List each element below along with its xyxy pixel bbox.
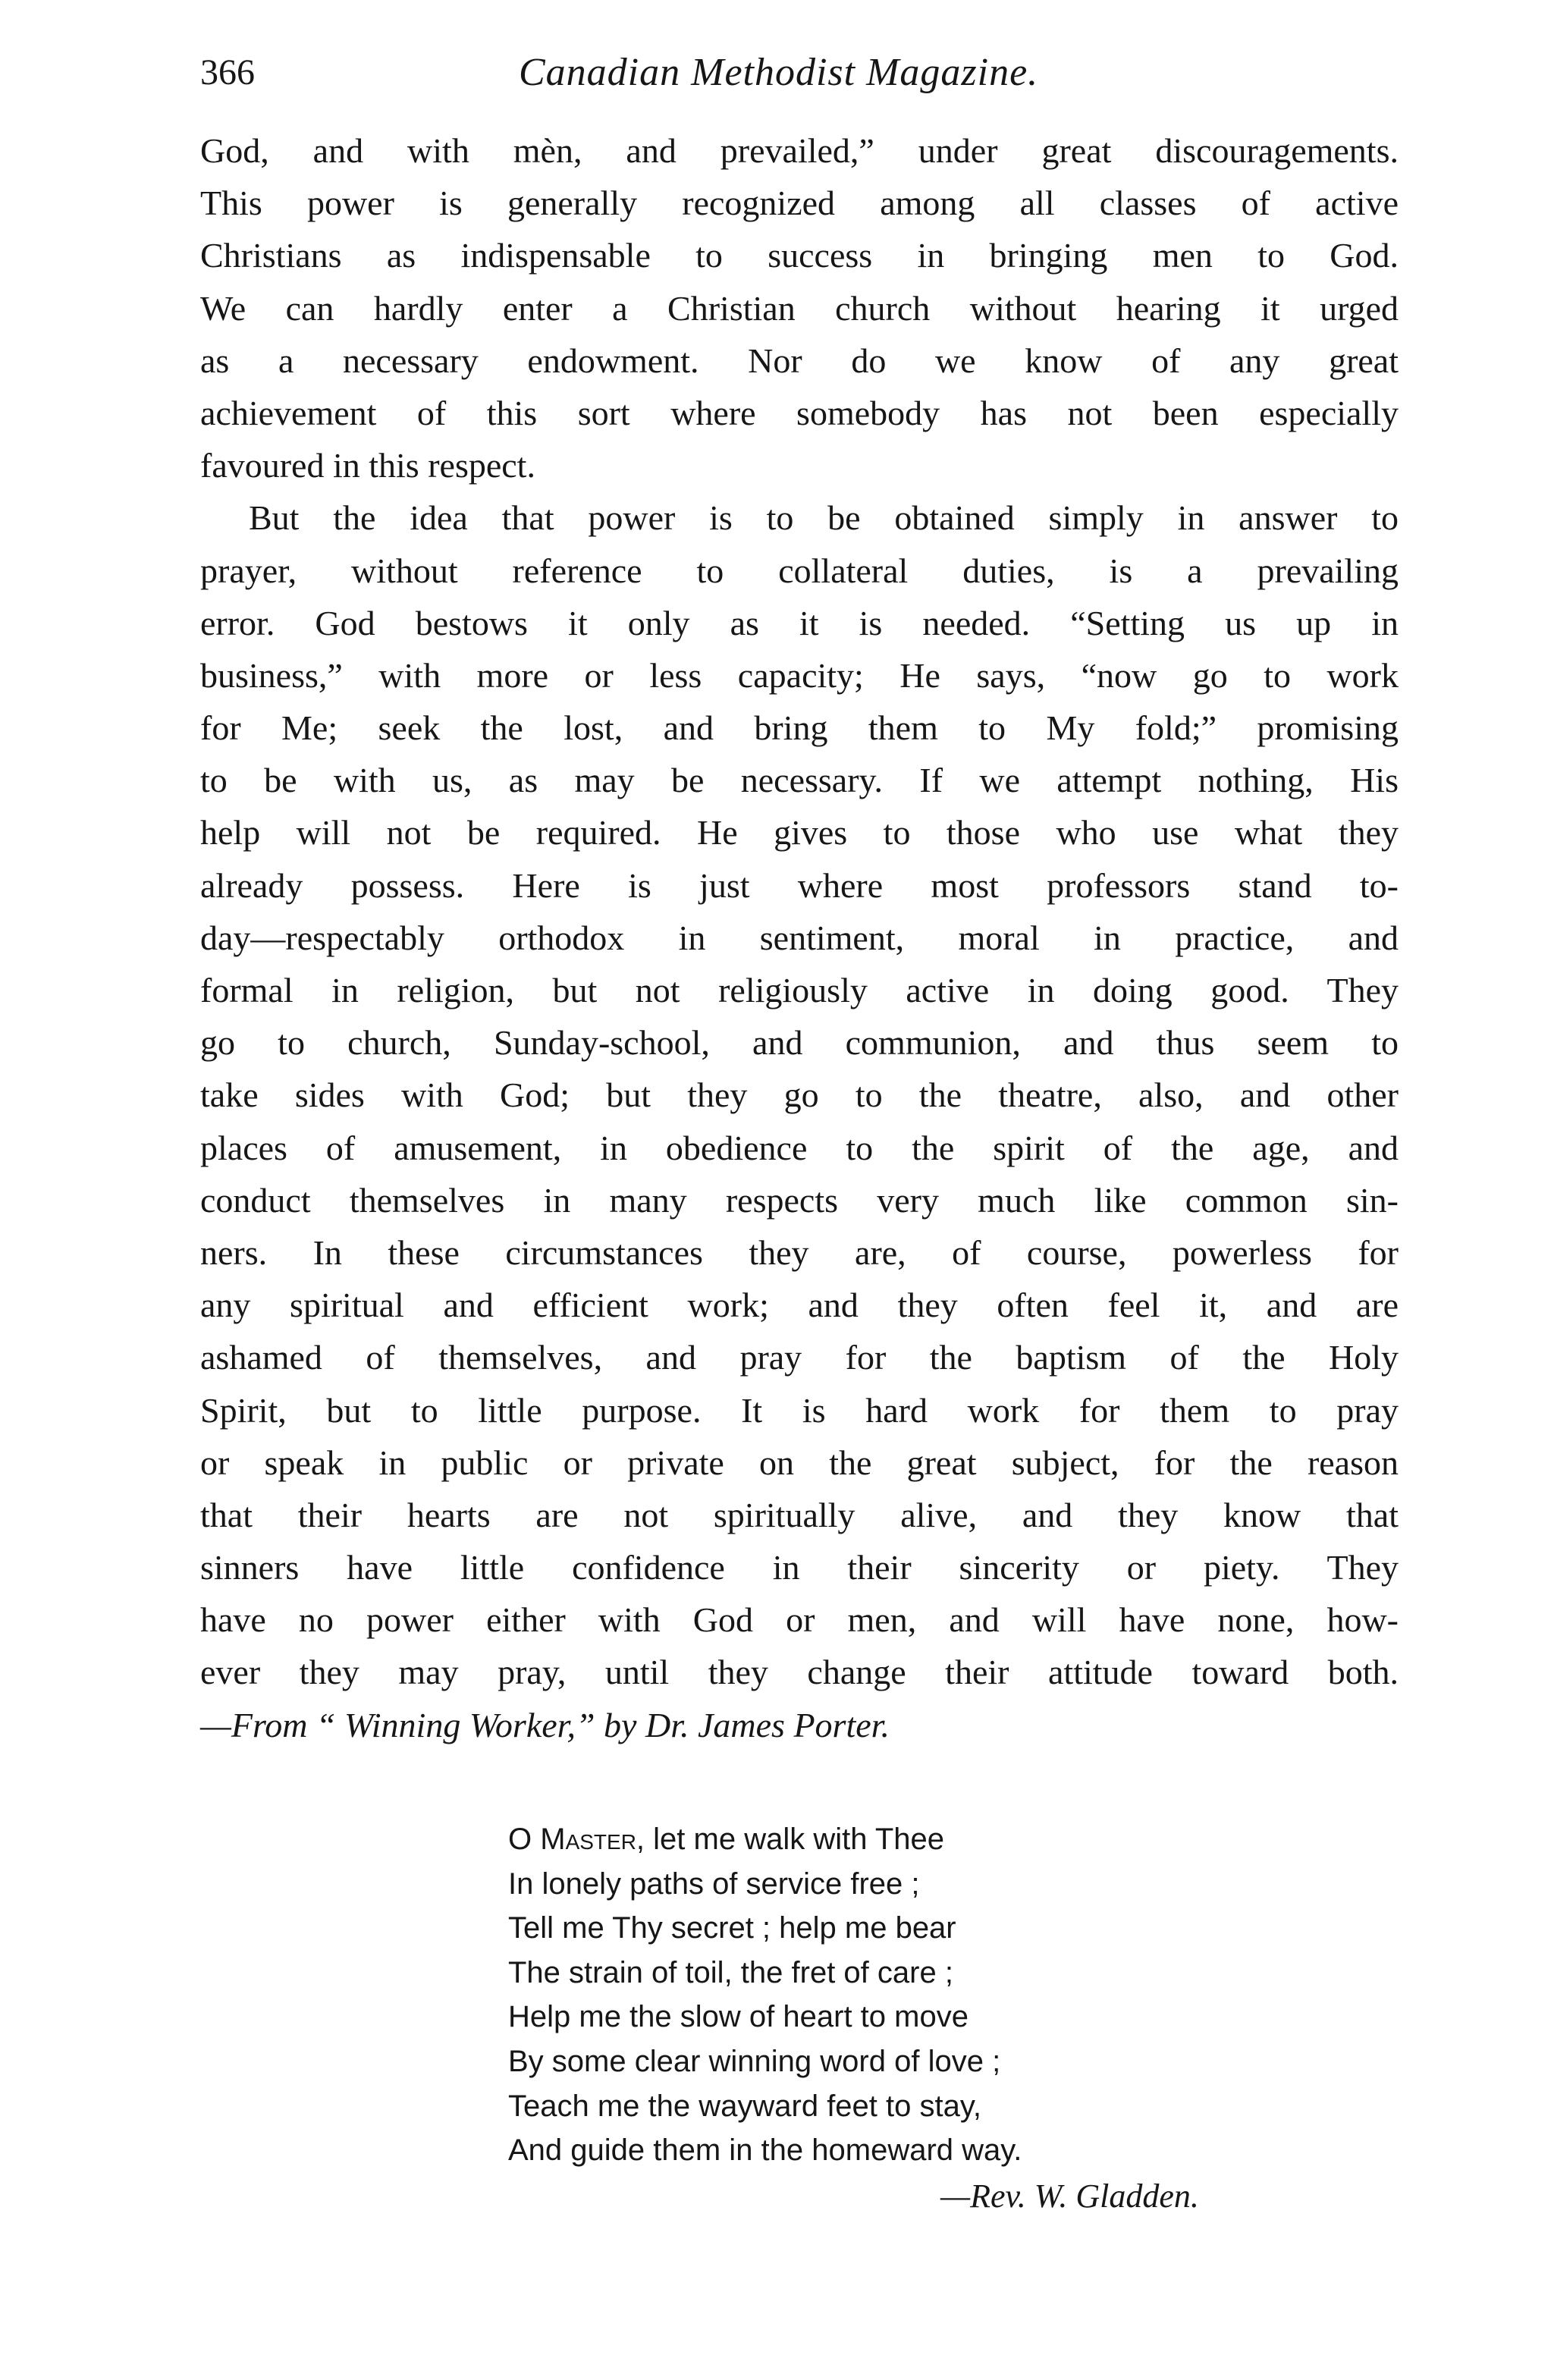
article-body [200,124,1399,1751]
text-line: that their hearts are not spiritually alive, and they know that [200,1495,1399,1534]
text-line: formal in religion, but not religiously active in doing good. They [200,971,1399,1009]
text-line: sinners have little confidence in their sincerity or piety. They [200,1548,1399,1587]
poem-line: Tell me Thy secret ; help me bear [508,1911,956,1945]
text-line: go to church, Sunday-school, and communion, and thus seem to [200,1023,1399,1063]
text-line: Spirit, but to little purpose. It is hard work for them to pray [200,1390,1399,1430]
text-line: day—respectably orthodox in sentiment, moral in practice, and [200,918,1399,957]
article-attribution: —From “ Winning Worker,” by Dr. James Porter. [200,1705,890,1744]
poem-line: In lonely paths of service free ; [508,1867,920,1901]
text-line: already possess. Here is just where most professors stand to- [200,865,1399,905]
poem-line: And guide them in the homeward way. [508,2134,1022,2168]
text-line: But the idea that power is to be obtained simply in answer to [249,498,1399,538]
text-line: or speak in public or private on the great subject, for the reason [200,1443,1399,1482]
text-line: God, and with mèn, and prevailed,” under great discouragements. [200,131,1399,170]
text-line: error. God bestows it only as it is needed. “Setting us up in [200,603,1399,642]
text-line: places of amusement, in obedience to the spirit of the age, and [200,1128,1399,1167]
text-line: take sides with God; but they go to the theatre, also, and other [200,1075,1399,1115]
poem-line: The strain of toil, the fret of care ; [508,1955,953,1989]
text-line: prayer, without reference to collateral duties, is a prevailing [200,551,1399,590]
text-line: as a necessary endowment. Nor do we know of any great [200,341,1399,380]
text-line: for Me; seek the lost, and bring them to My fold;” promising [200,708,1399,748]
text-line: have no power either with God or men, and will have none, how- [200,1600,1399,1640]
page-number: 366 [200,52,255,93]
poem-line: By some clear winning word of love ; [508,2044,1001,2078]
text-line: business,” with more or less capacity; He says, “now go to work [200,655,1399,695]
text-line: help will not be required. He gives to those who use what they [200,813,1399,852]
text-line: This power is generally recognized among all classes of active [200,184,1399,223]
text-line: We can hardly enter a Christian church without hearing it urged [200,288,1399,328]
text-line: ashamed of themselves, and pray for the baptism of the Holy [200,1338,1399,1377]
poem-line: Help me the slow of heart to move [508,2000,969,2034]
text-line: conduct themselves in many respects very much like common sin- [200,1180,1399,1220]
text-line: Christians as indispensable to success in bringing men to God. [200,236,1399,275]
text-line: ever they may pray, until they change their attitude toward both. [200,1653,1399,1692]
poem-author: —Rev. W. Gladden. [940,2177,1199,2215]
text-line: to be with us, as may be necessary. If we attempt nothing, His [200,761,1399,800]
text-line: any spiritual and efficient work; and they often feel it, and are [200,1286,1399,1325]
poem [508,1817,1342,2173]
poem-first-smallcaps: Master [540,1823,636,1856]
running-title: Canadian Methodist Magazine. [519,51,1039,94]
text-line: achievement of this sort where somebody has not been especially [200,393,1399,432]
poem-first-rest: , let me walk with Thee [636,1823,945,1856]
poem-line: Teach me the wayward feet to stay, [508,2089,982,2123]
page-header [200,42,1399,103]
text-line: ners. In these circumstances they are, of course, powerless for [200,1232,1399,1272]
poem-first-line [508,1817,1342,1862]
text-line: favoured in this respect. [200,446,535,485]
poem-first-word: O [508,1823,532,1856]
